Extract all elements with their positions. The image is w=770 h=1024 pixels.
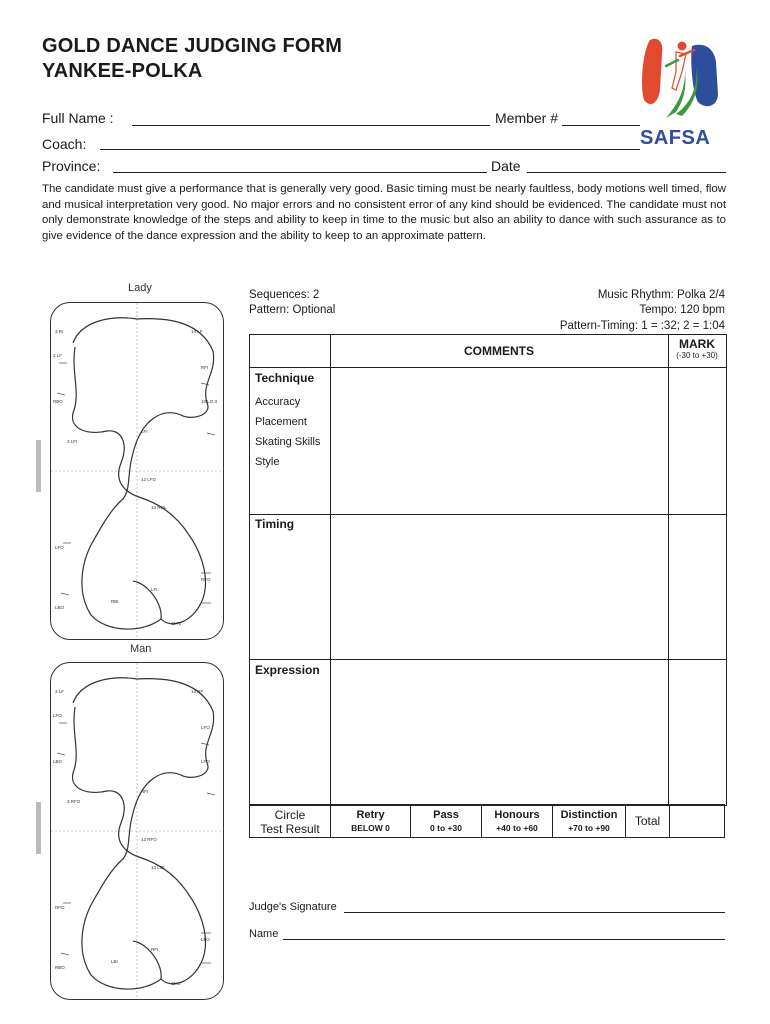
mark-header-range: (-30 to +30) bbox=[676, 351, 718, 360]
technique-mark-field[interactable] bbox=[669, 368, 726, 514]
form-title-line1: GOLD DANCE JUDGING FORM bbox=[42, 35, 343, 57]
music-rhythm-text: Music Rhythm: Polka 2/4 bbox=[597, 289, 725, 301]
lady-rink bbox=[50, 302, 224, 640]
svg-text:3 LFI: 3 LFI bbox=[67, 439, 78, 444]
result-retry-label: Retry bbox=[356, 809, 385, 821]
result-total[interactable] bbox=[625, 804, 725, 838]
technique-comments-field[interactable] bbox=[331, 368, 668, 514]
pattern-timing-text: Pattern-Timing: 1 = :32; 2 = 1:04 bbox=[559, 319, 725, 332]
technique-items bbox=[255, 392, 320, 472]
technique-item-style: Style bbox=[255, 456, 280, 468]
result-retry-range: BELOW 0 bbox=[351, 823, 390, 833]
technique-label: Technique bbox=[255, 371, 315, 385]
svg-text:12 LFO: 12 LFO bbox=[141, 477, 157, 482]
svg-text:10 LO 3: 10 LO 3 bbox=[201, 399, 218, 404]
man-rink bbox=[50, 662, 224, 1000]
svg-text:LFO: LFO bbox=[201, 759, 210, 764]
man-judges-stand: JUDGES STAND bbox=[37, 805, 43, 851]
lady-label: Lady bbox=[128, 282, 152, 294]
total-label: Total bbox=[626, 805, 670, 837]
date-label: Date bbox=[491, 158, 521, 174]
pattern-text: Pattern: Optional bbox=[249, 304, 336, 317]
lady-judges-tab bbox=[36, 440, 41, 492]
lady-judges-stand: JUDGES STAND bbox=[37, 444, 43, 490]
svg-text:2 LF: 2 LF bbox=[53, 353, 63, 358]
man-label: Man bbox=[130, 643, 152, 655]
mark-header-label: MARK bbox=[679, 337, 715, 351]
coach-field[interactable] bbox=[100, 149, 640, 150]
result-honours-range: +40 to +60 bbox=[496, 823, 538, 833]
svg-text:3 LF: 3 LF bbox=[55, 689, 65, 694]
svg-text:12 RFO: 12 RFO bbox=[141, 837, 157, 842]
timing-comments-field[interactable] bbox=[331, 515, 668, 659]
technique-item-skating-skills: Skating Skills bbox=[255, 436, 321, 448]
man-pattern bbox=[51, 663, 223, 999]
svg-text:RFO: RFO bbox=[201, 577, 211, 582]
timing-label: Timing bbox=[255, 517, 295, 531]
result-honours-label: Honours bbox=[494, 809, 540, 821]
svg-text:3 RFO: 3 RFO bbox=[67, 799, 81, 804]
form-title bbox=[42, 34, 342, 84]
full-name-label: Full Name : bbox=[42, 110, 114, 126]
svg-text:RFO: RFO bbox=[55, 905, 65, 910]
svg-text:RBO: RBO bbox=[53, 399, 63, 404]
dance-info-right bbox=[480, 288, 725, 334]
svg-text:LFI: LFI bbox=[141, 429, 148, 434]
circle-line2: Test Result bbox=[260, 822, 320, 836]
svg-text:LFO: LFO bbox=[53, 713, 62, 718]
logo-text: SAFSA bbox=[640, 127, 711, 149]
name-label: Name bbox=[249, 928, 279, 940]
svg-text:13 ROL: 13 ROL bbox=[151, 505, 167, 510]
svg-text:RFI: RFI bbox=[151, 947, 159, 952]
svg-text:LFO: LFO bbox=[201, 725, 210, 730]
technique-item-placement: Placement bbox=[255, 416, 307, 428]
svg-text:3 RI: 3 RI bbox=[55, 329, 64, 334]
result-retry[interactable] bbox=[330, 804, 410, 838]
svg-text:RBI: RBI bbox=[111, 599, 119, 604]
name-field[interactable] bbox=[283, 939, 725, 940]
date-field[interactable] bbox=[527, 172, 726, 173]
coach-label: Coach: bbox=[42, 136, 87, 152]
result-honours[interactable] bbox=[481, 804, 552, 838]
svg-text:LBI: LBI bbox=[111, 959, 118, 964]
technique-item-accuracy: Accuracy bbox=[255, 396, 301, 408]
circle-test-result bbox=[249, 804, 330, 838]
man-judges-tab bbox=[36, 802, 41, 854]
tempo-text: Tempo: 120 bpm bbox=[639, 304, 725, 317]
result-pass-range: 0 to +30 bbox=[430, 823, 462, 833]
svg-text:13 LOI: 13 LOI bbox=[151, 865, 165, 870]
safsa-logo bbox=[636, 32, 726, 150]
svg-text:LBO: LBO bbox=[53, 759, 63, 764]
form-title-line2: YANKEE-POLKA bbox=[42, 60, 203, 82]
result-pass[interactable] bbox=[410, 804, 481, 838]
svg-text:LFI: LFI bbox=[151, 587, 158, 592]
result-distinction-range: +70 to +90 bbox=[568, 823, 610, 833]
svg-text:LBO: LBO bbox=[55, 605, 65, 610]
result-pass-label: Pass bbox=[433, 809, 459, 821]
dance-info-left bbox=[249, 288, 335, 319]
timing-mark-field[interactable] bbox=[669, 515, 726, 659]
circle-line1: Circle bbox=[274, 808, 306, 822]
judge-signature-field[interactable] bbox=[344, 912, 725, 913]
svg-text:RFI: RFI bbox=[141, 789, 149, 794]
svg-text:RFI: RFI bbox=[201, 365, 209, 370]
sequences-text: Sequences: 2 bbox=[249, 289, 320, 301]
member-label: Member # bbox=[495, 110, 559, 126]
svg-text:LFO: LFO bbox=[201, 937, 210, 942]
full-name-field[interactable] bbox=[132, 125, 490, 126]
province-label: Province: bbox=[42, 158, 101, 174]
comments-header: COMMENTS bbox=[464, 344, 534, 358]
lady-pattern bbox=[51, 303, 223, 639]
svg-text:LFO: LFO bbox=[55, 545, 64, 550]
mark-header bbox=[668, 337, 726, 360]
expression-mark-field[interactable] bbox=[669, 660, 726, 805]
province-field[interactable] bbox=[113, 172, 487, 173]
svg-text:11 LI: 11 LI bbox=[171, 981, 181, 986]
result-distinction-label: Distinction bbox=[560, 809, 618, 821]
result-distinction[interactable] bbox=[552, 804, 625, 838]
judge-signature-label: Judge's Signature bbox=[249, 901, 337, 913]
member-field[interactable] bbox=[562, 125, 640, 126]
svg-text:14 LF: 14 LF bbox=[191, 329, 203, 334]
intro-paragraph: The candidate must give a performance that is generally very good. Basic timing must be nearly faultless, body motions well timed, flow and musical interpretation very good. No major errors and no consistent error of any kind should be evidenced. The candidate must not only demonstrate knowledge of the steps and ability to keep in time to the music but also an ability to dance with such assurance as to give evidence of the dance expression and the ability to keep to an approximate pattern. bbox=[42, 183, 726, 242]
expression-comments-field[interactable] bbox=[331, 660, 668, 805]
svg-text:14 RF: 14 RF bbox=[191, 689, 204, 694]
svg-text:RBO: RBO bbox=[55, 965, 65, 970]
svg-text:11 RI: 11 RI bbox=[171, 621, 182, 626]
expression-label: Expression bbox=[255, 663, 320, 677]
judging-table bbox=[249, 334, 727, 806]
